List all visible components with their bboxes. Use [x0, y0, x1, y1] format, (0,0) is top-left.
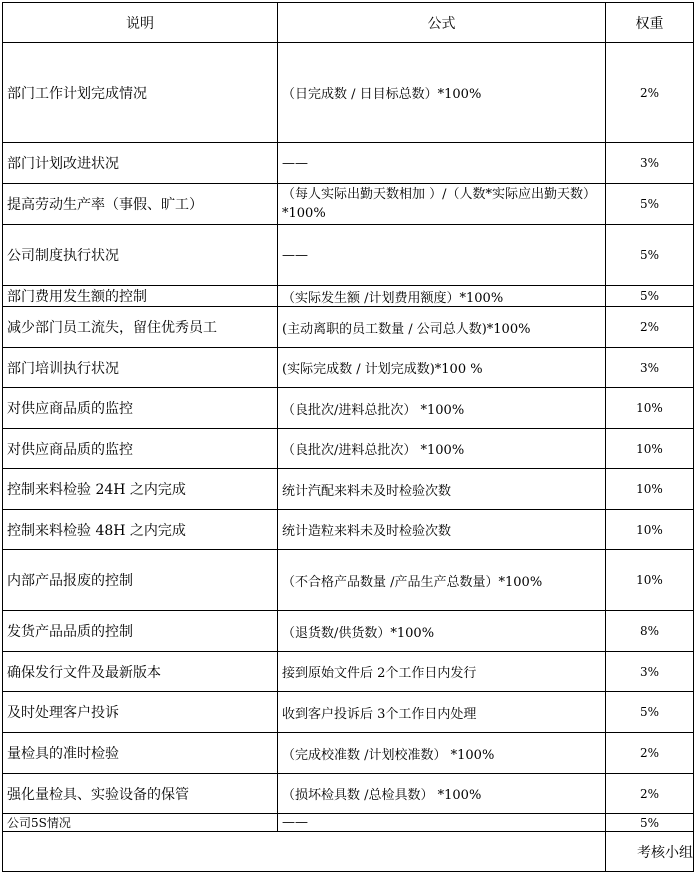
header-weight: 权重	[606, 3, 694, 43]
table-row	[3, 469, 694, 510]
row-description: 对供应商品质的监控	[3, 429, 278, 469]
table-row	[3, 692, 694, 733]
table-row	[3, 733, 694, 774]
table-row	[3, 143, 694, 184]
row-weight: 8%	[606, 611, 694, 652]
row-formula: (主动离职的员工数量 / 公司总人数)*100%	[278, 307, 606, 348]
row-formula: （良批次/进料总批次） *100%	[278, 429, 606, 469]
row-description: 公司5S情况	[3, 814, 278, 832]
row-formula: （不合格产品数量 /产品生产总数量）*100%	[278, 550, 606, 611]
row-weight: 2%	[606, 43, 694, 143]
row-weight: 3%	[606, 652, 694, 692]
header-description: 说明	[3, 3, 278, 43]
row-formula: 统计汽配来料未及时检验次数	[278, 469, 606, 510]
row-formula: ——	[278, 225, 606, 286]
header-formula: 公式	[278, 3, 606, 43]
table-row	[3, 510, 694, 550]
row-description: 控制来料检验 48H 之内完成	[3, 510, 278, 550]
table-row	[3, 388, 694, 429]
row-weight: 5%	[606, 286, 694, 307]
row-formula: （实际发生额 /计划费用额度）*100%	[278, 286, 606, 307]
row-description: 对供应商品质的监控	[3, 388, 278, 429]
footer-signature-label: 考核小组	[606, 832, 694, 872]
row-formula: （良批次/进料总批次） *100%	[278, 388, 606, 429]
table-row	[3, 184, 694, 225]
row-description: 内部产品报废的控制	[3, 550, 278, 611]
table-row	[3, 550, 694, 611]
row-description: 量检具的准时检验	[3, 733, 278, 774]
row-description: 减少部门员工流失，留住优秀员工	[3, 307, 278, 348]
row-weight: 2%	[606, 307, 694, 348]
row-weight: 5%	[606, 814, 694, 832]
row-weight: 3%	[606, 143, 694, 184]
row-formula: 统计造粒来料未及时检验次数	[278, 510, 606, 550]
row-weight: 10%	[606, 469, 694, 510]
row-formula: 接到原始文件后 2个工作日内发行	[278, 652, 606, 692]
row-description: 确保发行文件及最新版本	[3, 652, 278, 692]
row-description: 及时处理客户投诉	[3, 692, 278, 733]
footer-blank-cell	[3, 832, 606, 872]
row-description: 发货产品品质的控制	[3, 611, 278, 652]
table-row	[3, 286, 694, 307]
table-row	[3, 774, 694, 814]
row-formula: （完成校准数 /计划校准数） *100%	[278, 733, 606, 774]
row-description: 部门费用发生额的控制	[3, 286, 278, 307]
row-description: 部门工作计划完成情况	[3, 43, 278, 143]
row-formula: ——	[278, 143, 606, 184]
table-row	[3, 225, 694, 286]
footer-row	[3, 832, 694, 872]
row-formula: （日完成数 / 日目标总数）*100%	[278, 43, 606, 143]
row-description: 强化量检具、实验设备的保管	[3, 774, 278, 814]
table-row	[3, 814, 694, 832]
row-formula: 收到客户投诉后 3个工作日内处理	[278, 692, 606, 733]
row-weight: 5%	[606, 225, 694, 286]
row-weight: 2%	[606, 733, 694, 774]
kpi-table	[2, 2, 694, 872]
row-weight: 3%	[606, 348, 694, 388]
row-weight: 10%	[606, 550, 694, 611]
table-row	[3, 611, 694, 652]
table-row	[3, 652, 694, 692]
header-row	[3, 3, 694, 43]
row-description: 提高劳动生产率（事假、旷工）	[3, 184, 278, 225]
row-description: 控制来料检验 24H 之内完成	[3, 469, 278, 510]
row-formula: (实际完成数 / 计划完成数)*100 %	[278, 348, 606, 388]
table-row	[3, 43, 694, 143]
row-weight: 10%	[606, 388, 694, 429]
row-description: 公司制度执行状况	[3, 225, 278, 286]
row-formula: ——	[278, 814, 606, 832]
row-description: 部门培训执行状况	[3, 348, 278, 388]
row-weight: 10%	[606, 510, 694, 550]
row-weight: 5%	[606, 184, 694, 225]
row-formula: （每人实际出勤天数相加 ）/（人数*实际应出勤天数）*100%	[278, 184, 606, 225]
row-weight: 10%	[606, 429, 694, 469]
row-weight: 2%	[606, 774, 694, 814]
table-row	[3, 429, 694, 469]
row-formula: （退货数/供货数）*100%	[278, 611, 606, 652]
table-row	[3, 307, 694, 348]
row-description: 部门计划改进状况	[3, 143, 278, 184]
table-row	[3, 348, 694, 388]
row-formula: （损坏检具数 /总检具数） *100%	[278, 774, 606, 814]
row-weight: 5%	[606, 692, 694, 733]
